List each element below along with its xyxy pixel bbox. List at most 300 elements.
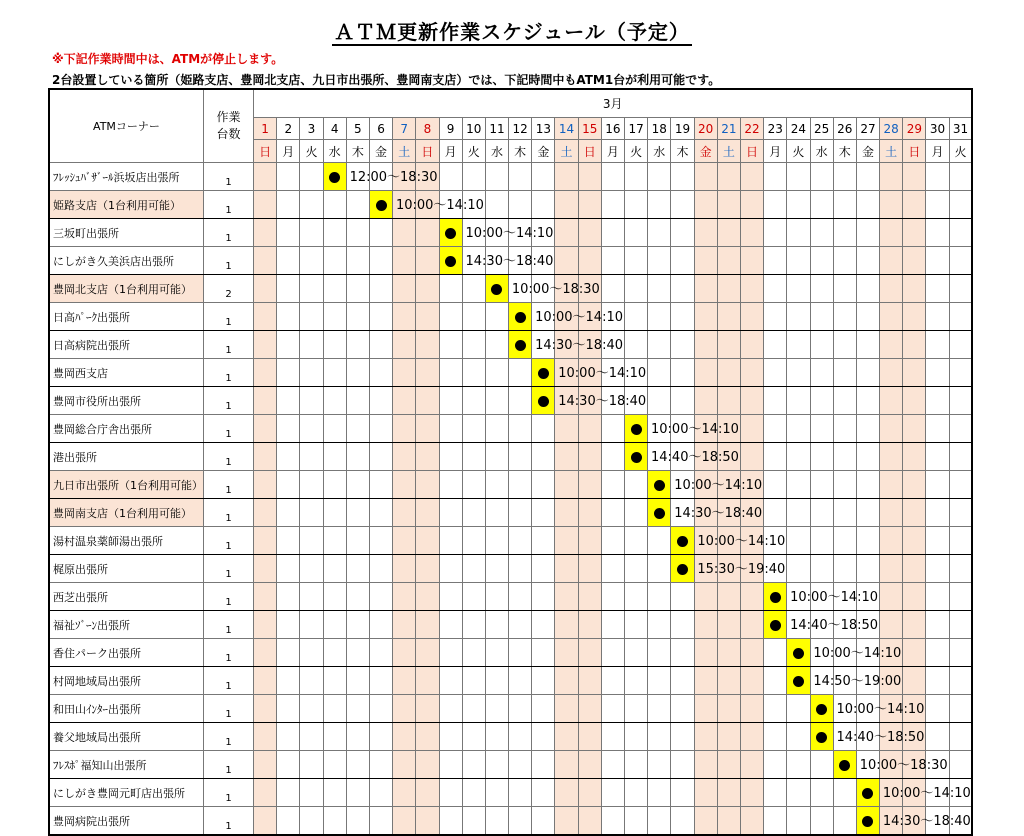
work-count: 1 [204,695,254,723]
schedule-cell [277,387,300,415]
schedule-cell [833,359,856,387]
schedule-cell [300,667,323,695]
work-count: 1 [204,807,254,836]
scheduled-work-cell [764,611,879,639]
work-time: 10:00～14:10 [651,422,739,437]
scheduled-work-cell [532,359,647,387]
schedule-cell [369,723,392,751]
schedule-cell [323,275,346,303]
schedule-cell [648,303,671,331]
schedule-cell [555,555,578,583]
schedule-cell [346,555,369,583]
table-row [49,247,972,275]
schedule-cell [254,471,277,499]
schedule-cell [462,275,485,303]
schedule-cell [787,359,810,387]
schedule-cell [416,415,439,443]
schedule-cell [509,359,532,387]
schedule-cell [277,163,300,191]
schedule-cell [926,667,949,695]
schedule-cell [300,751,323,779]
table-row [49,527,972,555]
schedule-cell [810,807,833,836]
schedule-cell [648,611,671,639]
schedule-cell [833,527,856,555]
schedule-cell [323,471,346,499]
schedule-cell [277,667,300,695]
scheduled-dot-icon [816,704,827,715]
schedule-cell [485,387,508,415]
schedule-cell [926,723,949,751]
table-row [49,163,972,191]
schedule-cell [416,247,439,275]
schedule-cell [810,499,833,527]
schedule-cell [277,695,300,723]
schedule-cell [254,779,277,807]
schedule-cell [439,415,462,443]
header-day-number: 31 [949,118,972,140]
schedule-cell [578,163,601,191]
schedule-cell [485,695,508,723]
header-day-number: 23 [764,118,787,140]
schedule-cell [810,751,833,779]
schedule-cell [323,751,346,779]
schedule-cell [393,695,416,723]
schedule-cell [254,331,277,359]
schedule-cell [254,583,277,611]
work-count: 1 [204,471,254,499]
schedule-cell [671,611,694,639]
schedule-cell [601,639,624,667]
schedule-cell [323,387,346,415]
schedule-cell [369,247,392,275]
schedule-cell [926,387,949,415]
schedule-cell [346,499,369,527]
schedule-cell [694,191,717,219]
schedule-cell [671,639,694,667]
schedule-cell [323,695,346,723]
schedule-cell [625,807,648,836]
schedule-cell [833,303,856,331]
work-time: 14:40～18:50 [836,730,925,745]
schedule-cell [555,611,578,639]
schedule-cell [903,667,926,695]
scheduled-dot-icon [770,620,781,631]
schedule-cell [833,387,856,415]
schedule-cell [485,639,508,667]
schedule-cell [625,219,648,247]
schedule-cell [880,415,903,443]
schedule-cell [903,471,926,499]
schedule-cell [903,275,926,303]
header-weekday: 月 [439,140,462,163]
schedule-cell [369,583,392,611]
schedule-cell [717,779,740,807]
schedule-cell [393,415,416,443]
work-count: 1 [204,247,254,275]
schedule-cell [555,219,578,247]
schedule-cell [277,583,300,611]
schedule-cell [300,191,323,219]
header-day-number: 29 [903,118,926,140]
scheduled-work-cell [787,639,902,667]
schedule-cell [648,583,671,611]
schedule-cell [694,331,717,359]
schedule-cell [300,247,323,275]
header-day-number: 19 [671,118,694,140]
schedule-cell [439,583,462,611]
atm-corner-name: にしがき豊岡元町店出張所 [49,779,204,807]
schedule-cell [717,583,740,611]
atm-corner-name: 福祉ｿﾞｰﾝ出張所 [49,611,204,639]
schedule-cell [717,303,740,331]
schedule-cell [393,555,416,583]
schedule-cell [949,583,972,611]
schedule-cell [787,471,810,499]
schedule-cell [926,639,949,667]
schedule-cell [369,807,392,836]
schedule-cell [254,219,277,247]
header-day-number: 28 [880,118,903,140]
schedule-cell [740,751,763,779]
schedule-cell [671,359,694,387]
schedule-cell [833,247,856,275]
schedule-cell [416,667,439,695]
schedule-cell [717,751,740,779]
schedule-cell [671,191,694,219]
schedule-cell [671,751,694,779]
schedule-cell [949,415,972,443]
schedule-cell [509,611,532,639]
schedule-cell [833,275,856,303]
schedule-cell [694,779,717,807]
atm-corner-name: 三坂町出張所 [49,219,204,247]
schedule-cell [880,275,903,303]
schedule-cell [694,275,717,303]
schedule-cell [787,247,810,275]
schedule-cell [462,779,485,807]
schedule-cell [787,275,810,303]
table-row [49,331,972,359]
schedule-cell [532,555,555,583]
schedule-cell [578,723,601,751]
table-row [49,275,972,303]
schedule-cell [300,443,323,471]
schedule-cell [625,275,648,303]
schedule-cell [694,807,717,836]
schedule-cell [856,303,879,331]
work-time: 10:00～14:10 [465,226,554,241]
schedule-cell [462,807,485,836]
schedule-cell [254,611,277,639]
schedule-cell [787,695,810,723]
atm-corner-name: 香住パーク出張所 [49,639,204,667]
schedule-cell [903,415,926,443]
schedule-cell [648,275,671,303]
schedule-cell [717,359,740,387]
schedule-cell [254,443,277,471]
schedule-cell [416,695,439,723]
schedule-cell [532,611,555,639]
schedule-cell [485,611,508,639]
schedule-cell [764,359,787,387]
work-count: 1 [204,387,254,415]
schedule-cell [648,387,671,415]
table-row [49,751,972,779]
schedule-cell [833,779,856,807]
schedule-cell [346,331,369,359]
schedule-cell [926,275,949,303]
schedule-cell [764,695,787,723]
schedule-cell [555,499,578,527]
schedule-cell [578,219,601,247]
schedule-cell [671,583,694,611]
schedule-cell [926,359,949,387]
schedule-cell [300,219,323,247]
schedule-cell [764,639,787,667]
schedule-cell [810,303,833,331]
schedule-cell [532,751,555,779]
schedule-cell [926,303,949,331]
header-day-number: 30 [926,118,949,140]
header-month: 3月 [254,89,973,118]
schedule-cell [625,555,648,583]
work-count: 1 [204,751,254,779]
schedule-cell [439,667,462,695]
schedule-cell [787,751,810,779]
schedule-cell [369,387,392,415]
atm-corner-name: ﾌﾚｽﾎﾟ福知山出張所 [49,751,204,779]
schedule-cell [601,163,624,191]
schedule-cell [555,639,578,667]
schedule-cell [578,555,601,583]
schedule-cell [346,527,369,555]
schedule-cell [416,331,439,359]
schedule-cell [833,219,856,247]
scheduled-work-cell [787,667,902,695]
schedule-cell [369,275,392,303]
schedule-cell [856,247,879,275]
table-row [49,387,972,415]
schedule-cell [369,667,392,695]
schedule-cell [880,555,903,583]
schedule-cell [880,499,903,527]
header-day-number: 14 [555,118,578,140]
schedule-cell [509,695,532,723]
scheduled-work-cell [532,387,647,415]
schedule-cell [764,387,787,415]
schedule-cell [555,667,578,695]
header-day-number: 2 [277,118,300,140]
schedule-cell [694,751,717,779]
schedule-cell [717,667,740,695]
schedule-cell [833,191,856,219]
schedule-cell [462,695,485,723]
schedule-cell [764,667,787,695]
schedule-cell [254,555,277,583]
scheduled-work-cell [485,275,600,303]
schedule-cell [903,331,926,359]
atm-corner-name: 日高ﾊﾟｰｸ出張所 [49,303,204,331]
schedule-cell [485,359,508,387]
header-day-number: 20 [694,118,717,140]
schedule-cell [926,611,949,639]
schedule-cell [601,611,624,639]
schedule-cell [346,415,369,443]
schedule-cell [949,723,972,751]
header-weekday: 木 [346,140,369,163]
schedule-cell [393,471,416,499]
work-count: 1 [204,611,254,639]
schedule-cell [717,695,740,723]
schedule-cell [694,639,717,667]
work-time: 10:00～18:30 [511,282,600,297]
schedule-cell [903,583,926,611]
schedule-cell [532,779,555,807]
header-weekday: 土 [880,140,903,163]
schedule-cell [740,303,763,331]
schedule-cell [740,191,763,219]
schedule-cell [810,527,833,555]
schedule-cell [346,359,369,387]
schedule-cell [601,695,624,723]
header-weekday: 金 [856,140,879,163]
schedule-cell [300,527,323,555]
header-weekday: 土 [555,140,578,163]
schedule-cell [740,443,763,471]
schedule-cell [764,191,787,219]
schedule-cell [323,303,346,331]
schedule-cell [601,443,624,471]
schedule-cell [694,387,717,415]
schedule-cell [694,359,717,387]
schedule-cell [880,611,903,639]
schedule-cell [462,443,485,471]
schedule-cell [764,443,787,471]
schedule-cell [949,751,972,779]
schedule-cell [949,303,972,331]
schedule-cell [949,667,972,695]
header-weekday: 水 [810,140,833,163]
scheduled-dot-icon [515,312,526,323]
schedule-cell [810,331,833,359]
schedule-cell [323,723,346,751]
schedule-cell [300,359,323,387]
schedule-cell [903,303,926,331]
scheduled-work-cell [856,779,971,807]
schedule-cell [764,807,787,836]
scheduled-work-cell [439,247,554,275]
schedule-cell [578,807,601,836]
atm-corner-name: 湯村温泉薬師湯出張所 [49,527,204,555]
schedule-cell [601,191,624,219]
schedule-cell [740,163,763,191]
schedule-cell [740,779,763,807]
schedule-cell [462,639,485,667]
schedule-cell [485,583,508,611]
schedule-cell [254,723,277,751]
schedule-cell [346,583,369,611]
schedule-cell [671,723,694,751]
schedule-cell [532,191,555,219]
schedule-cell [578,443,601,471]
atm-corner-name: 豊岡北支店（1台利用可能） [49,275,204,303]
work-time: 10:00～14:10 [813,646,902,661]
schedule-cell [648,191,671,219]
schedule-cell [787,219,810,247]
schedule-cell [578,667,601,695]
schedule-cell [601,583,624,611]
work-count: 1 [204,667,254,695]
schedule-cell [833,499,856,527]
schedule-cell [764,331,787,359]
scheduled-work-cell [671,555,786,583]
schedule-cell [485,191,508,219]
schedule-cell [393,247,416,275]
schedule-cell [694,667,717,695]
schedule-cell [740,359,763,387]
schedule-cell [439,359,462,387]
schedule-cell [671,303,694,331]
schedule-cell [346,667,369,695]
schedule-cell [323,611,346,639]
scheduled-dot-icon [538,368,549,379]
schedule-cell [903,639,926,667]
header-weekday: 月 [277,140,300,163]
schedule-cell [277,527,300,555]
schedule-cell [509,163,532,191]
schedule-cell [648,807,671,836]
schedule-cell [578,499,601,527]
schedule-cell [740,387,763,415]
schedule-cell [369,527,392,555]
schedule-cell [578,191,601,219]
schedule-cell [532,639,555,667]
schedule-cell [300,415,323,443]
schedule-cell [717,387,740,415]
schedule-cell [346,219,369,247]
schedule-cell [625,611,648,639]
schedule-cell [300,583,323,611]
table-row [49,807,972,836]
schedule-cell [880,527,903,555]
schedule-cell [254,247,277,275]
schedule-cell [439,639,462,667]
schedule-cell [601,667,624,695]
schedule-cell [601,415,624,443]
schedule-cell [462,723,485,751]
header-weekday: 土 [393,140,416,163]
schedule-cell [323,807,346,836]
schedule-cell [625,527,648,555]
header-weekday: 日 [578,140,601,163]
table-row [49,611,972,639]
header-weekday: 木 [833,140,856,163]
schedule-cell [856,443,879,471]
scheduled-dot-icon [445,256,456,267]
scheduled-work-cell [856,807,971,836]
schedule-cell [277,471,300,499]
schedule-cell [323,415,346,443]
schedule-cell [601,751,624,779]
scheduled-dot-icon [677,564,688,575]
schedule-cell [485,499,508,527]
schedule-cell [949,639,972,667]
scheduled-dot-icon [654,480,665,491]
schedule-cell [694,695,717,723]
schedule-cell [810,443,833,471]
schedule-cell [509,555,532,583]
